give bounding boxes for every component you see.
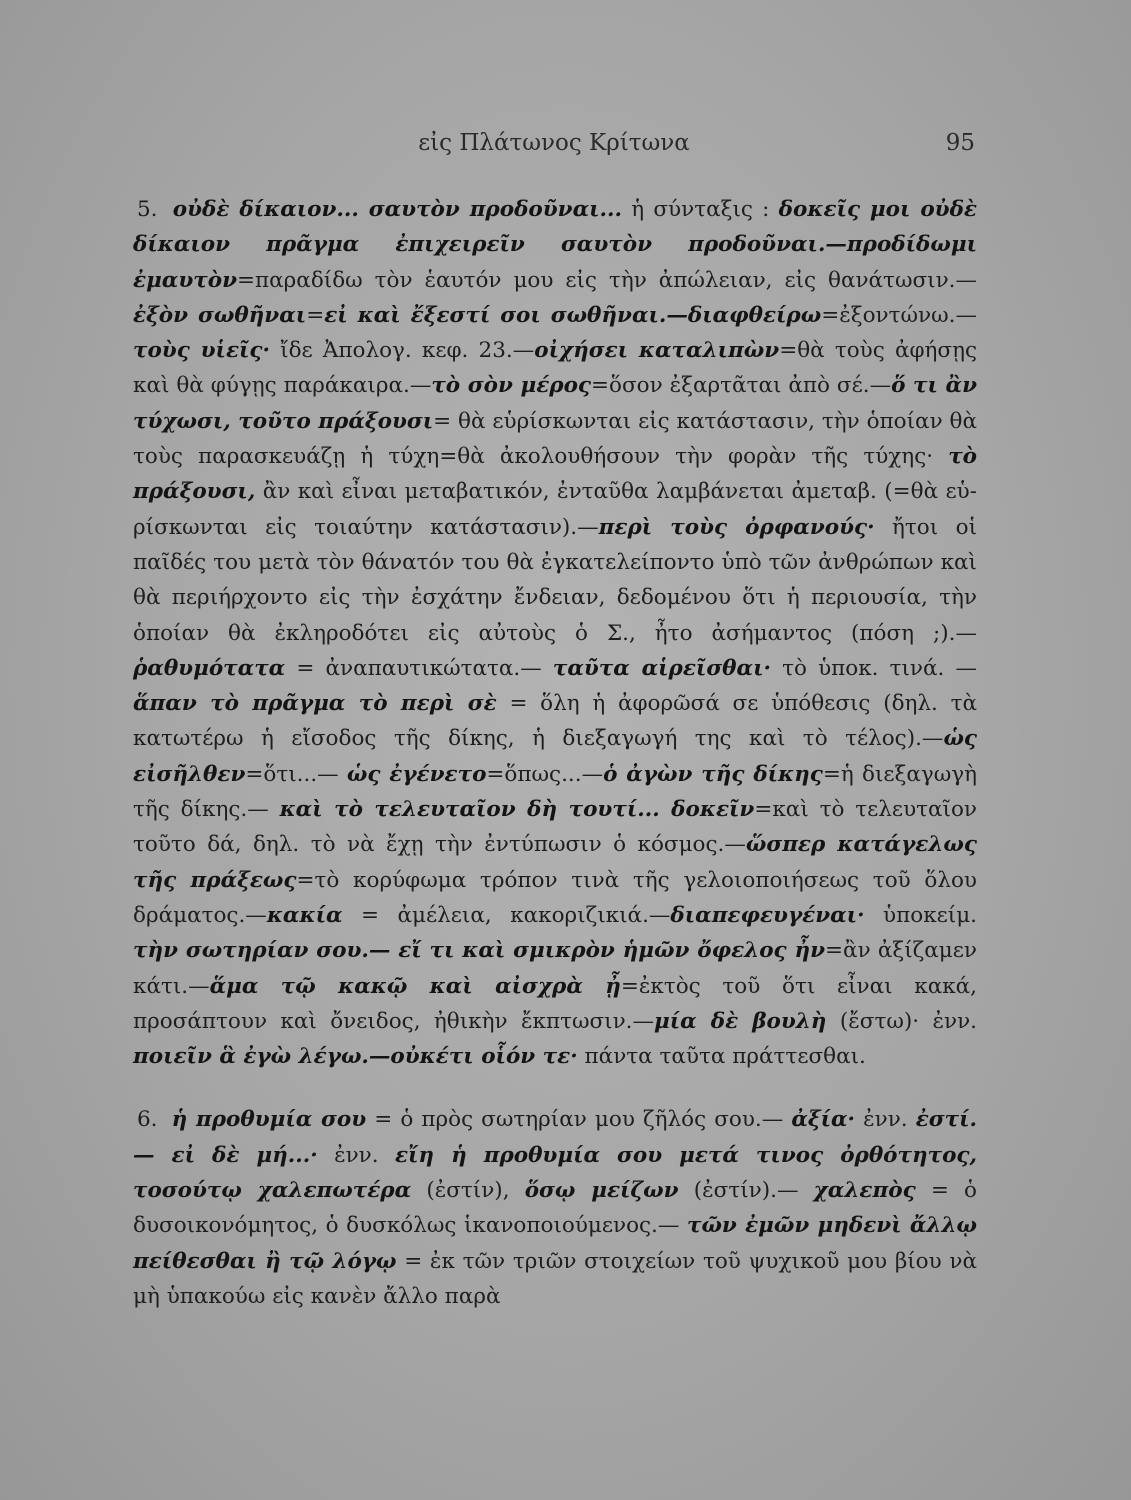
- lemma-text: κακία: [266, 902, 343, 928]
- lemma-text: ἐξὸν σωθῆναι: [133, 302, 307, 328]
- gloss-text: =ἂν ἀξίζαμεν κάτι.—: [133, 938, 977, 999]
- lemma-text: διαπεφευγέναι·: [670, 902, 865, 928]
- lemma-text: ὡς ἐγένετο: [346, 761, 487, 787]
- lemma-text: οἰχήσει καταλιπὼν: [534, 338, 780, 364]
- running-header: [133, 130, 975, 164]
- gloss-text: = ἀμέλεια, κακοριζικιά.—: [342, 902, 671, 928]
- section-number: 6.: [137, 1107, 158, 1133]
- gloss-text: =ἡ διεξαγωγὴ τῆς δίκης.—: [133, 761, 977, 823]
- lemma-text: ἅπαν τὸ πρᾶγμα τὸ περὶ σὲ: [133, 691, 497, 717]
- gloss-text: =ὅπως...—: [486, 761, 604, 787]
- gloss-text: =: [306, 302, 325, 328]
- gloss-text: =ἐξοντώνω.—: [821, 302, 977, 328]
- lemma-text: εἰ καὶ ἔξεστί σοι σωθῆναι.—διαφθείρω: [324, 302, 822, 328]
- lemma-text: ὅσῳ μείζων: [524, 1178, 679, 1204]
- gloss-text: =ὅτι...—: [245, 761, 347, 787]
- lemma-text: ῥαθυμότατα: [133, 655, 286, 681]
- lemma-text: τῶν ἐμῶν μηδενὶ ἄλλῳ πείθεσθαι ἢ τῷ λόγῳ: [133, 1213, 977, 1274]
- lemma-text: οὐδὲ δίκαιον... σαυτὸν προδοῦναι...: [172, 197, 622, 222]
- lemma-text: ὡς εἰσῆλθεν: [133, 726, 977, 787]
- gloss-text: = ἐκ τῶν τριῶν στοιχείων τοῦ ψυχικοῦ μου βίου νὰ μὴ ὑπακούω εἰς κανὲν ἄλλο παρὰ: [133, 1248, 977, 1309]
- gloss-text: = ὁ δυσοικονόμητος, ὁ δυσκόλως ἱκανοποιούμενος.—: [133, 1178, 977, 1239]
- section-6-paragraph: [133, 1102, 977, 1314]
- gloss-text: ἴδε Ἀπολογ. κεφ. 23.—: [270, 338, 535, 364]
- gloss-text: = ἀναπαυτικώτατα.—: [285, 655, 553, 681]
- gloss-text: ἂν καὶ εἶναι μεταβατικόν, ἐνταῦθα λαμβάνεται ἀμεταβ. (=θὰ εὑρίσκωνται εἰς τοιαύτην κατάστασιν).—: [133, 479, 977, 540]
- gloss-text: = θὰ εὑρίσκωνται εἰς κατάστασιν, τὴν ὁποίαν θὰ τοὺς παρασκευάζῃ ἡ τύχη=θὰ ἀκολουθήσουν τὴν φορὰν τῆς τύχης·: [133, 408, 977, 470]
- gloss-text: ἡ σύνταξις :: [622, 197, 779, 222]
- gloss-text: ὑποκείμ.: [864, 902, 978, 928]
- lemma-text: τοὺς υἱεῖς·: [133, 338, 271, 364]
- gloss-text: =ὅσον ἐξαρτᾶται ἀπὸ σέ.—: [591, 373, 892, 399]
- lemma-text: ὅ τι ἂν τύχωσι, τοῦτο πράξουσι: [133, 373, 977, 434]
- gloss-text: ἐνν.: [317, 1142, 395, 1168]
- lemma-text: ποιεῖν ἃ ἐγὼ λέγω.—οὐκέτι οἷόν τε·: [133, 1044, 578, 1070]
- lemma-text: καὶ τὸ τελευταῖον δὴ τουτί... δοκεῖν: [279, 797, 755, 823]
- lemma-text: περὶ τοὺς ὀρφανούς·: [598, 514, 875, 540]
- gloss-text: = ὅλη ἡ ἀφορῶσά σε ὑπόθεσις (δηλ. τὰ κατωτέρω ἡ εἴσοδος τῆς δίκης, ἡ διεξαγωγή της καὶ τὸ τέλος).—: [133, 691, 977, 752]
- lemma-text: τὴν σωτηρίαν σου.— εἴ τι καὶ σμικρὸν ἡμῶν ὄφελος ἦν: [133, 938, 826, 964]
- lemma-text: τὸ σὸν μέρος: [431, 373, 592, 399]
- lemma-text: ἡ προθυμία σου: [171, 1107, 367, 1133]
- running-title: εἰς Πλάτωνος Κρίτωνα: [418, 130, 690, 156]
- gloss-text: πάντα ταῦτα πράττεσθαι.: [577, 1044, 866, 1070]
- lemma-text: τὸ πράξουσι,: [133, 444, 977, 505]
- gloss-text: ἐνν.: [855, 1107, 916, 1133]
- gloss-text: = ὁ πρὸς σωτηρίαν μου ζῆλός σου.—: [366, 1107, 792, 1133]
- lemma-text: ἀξία·: [791, 1107, 856, 1133]
- gloss-text: (ἐστίν).—: [678, 1178, 814, 1204]
- commentary-text: [133, 192, 977, 1314]
- gloss-text: τὸ ὑποκ. τινά. —: [770, 655, 977, 681]
- lemma-text: εἴη ἡ προθυμία σου μετά τινος ὀρθότητος, τοσούτῳ χαλεπωτέρα: [133, 1142, 977, 1204]
- gloss-text: =τὸ κορύφωμα τρόπον τινὰ τῆς γελοιοποιήσεως τοῦ ὅλου δράματος.—: [133, 867, 977, 928]
- lemma-text: μία δὲ βουλὴ: [654, 1008, 827, 1034]
- lemma-text: ἐστί.— εἰ δὲ μή...·: [133, 1107, 978, 1168]
- lemma-text: ταῦτα αἱρεῖσθαι·: [552, 655, 771, 681]
- gloss-text: =ἐκτὸς τοῦ ὅτι εἶναι κακά, προσάπτουν καὶ ὄνειδος, ἠθικὴν ἔκπτωσιν.—: [133, 973, 977, 1034]
- lemma-text: ἅμα τῷ κακῷ καὶ αἰσχρὰ ᾖ: [209, 973, 621, 999]
- page-number: 95: [945, 130, 975, 156]
- gloss-text: ἤτοι οἱ παῖδές του μετὰ τὸν θάνατόν του θὰ ἐγκατελείποντο ὑπὸ τῶν ἀνθρώπων καὶ θὰ περιήρχοντο εἰς τὴν ἐσχάτην ἔνδειαν, δεδομένου ὅτι ἡ περιουσία, τὴν ὁποίαν θὰ ἐκληροδότει εἰς αὐτοὺς ὁ Σ., ἦτο ἀσήμαντος (πόση ;).—: [133, 514, 977, 646]
- lemma-text: δοκεῖς μοι οὐδὲ δίκαιον πρᾶγμα ἐπιχειρεῖν σαυτὸν προδοῦναι.—προδίδωμι ἐμαυτὸν: [133, 197, 977, 293]
- section-5-paragraph: [133, 192, 977, 1074]
- section-number: 5.: [137, 197, 158, 222]
- gloss-text: =θὰ τοὺς ἀφήσῃς καὶ θὰ φύγῃς παράκαιρα.—: [133, 338, 978, 399]
- lemma-text: ὥσπερ κατάγελως τῆς πράξεως: [133, 832, 977, 893]
- gloss-text: =καὶ τὸ τελευταῖον τοῦτο δά, δηλ. τὸ νὰ ἔχῃ τὴν ἐντύπωσιν ὁ κόσμος.—: [133, 797, 977, 858]
- lemma-text: ὁ ἀγὼν τῆς δίκης: [603, 761, 823, 787]
- gloss-text: =παραδίδω τὸν ἑαυτόν μου εἰς τὴν ἀπώλειαν, εἰς θανάτωσιν.—: [237, 267, 977, 293]
- gloss-text: (ἐστίν),: [411, 1178, 525, 1204]
- lemma-text: χαλεπὸς: [813, 1178, 916, 1204]
- gloss-text: (ἔστω)· ἐνν.: [826, 1008, 978, 1034]
